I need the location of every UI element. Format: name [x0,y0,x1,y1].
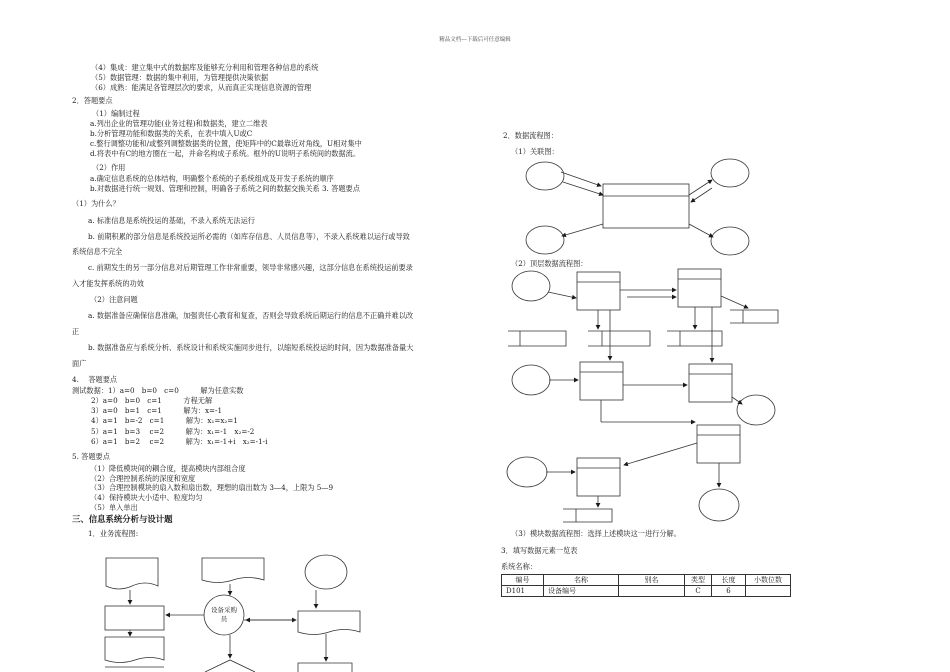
document-shape [298,611,360,635]
process-box [678,269,721,307]
process-box [298,663,352,672]
process-box [577,458,620,496]
flow-arrow [624,443,697,465]
text-line: 测试数据：1）a=0 b=0 c=0 解为任意实数 [72,386,244,395]
text-line: （2）注意问题 [90,295,138,304]
text-line: 系统名称： [501,562,537,571]
external-entity [526,226,564,254]
table-cell: 6 [712,586,746,597]
text-line: （5）单入单出 [90,503,138,512]
text-line: a.确定信息系统的总体结构，明确整个系统的子系统组成及开发子系统的顺序 [90,174,334,183]
text-line: d.将表中有C的地方圈在一起，并命名构成子系统。框外的U说明子系统间的数据流。 [90,149,361,158]
text-line: c. 前期发生的另一部分信息对后期管理工作非常重要，领导非常感兴趣，这部分信息在系统投运前要录 [88,263,413,272]
table-cell: 设备编号 [544,586,619,597]
table-header-cell: 名称 [544,575,619,586]
flow-arrow [689,224,713,237]
text-line: 5. 答题要点 [72,452,110,461]
data-store [508,331,566,346]
text-line: （2）顶层数据流程图： [511,259,588,268]
table-header-cell: 小数位数 [746,575,791,586]
text-line: b. 前期积累的部分信息是系统投运所必需的（如库存信息、人员信息等），不录入系统难以运行或导致 [88,232,410,241]
process-box [580,362,623,400]
external-entity [512,365,550,395]
external-entity [526,162,564,190]
context-diagram [526,159,749,255]
text-line: b. 数据准备应与系统分析、系统设计和系统实施同步进行，以缩短系统投运的时间，因为数据准备量大 [88,343,414,352]
text-line: （1）降低模块间的耦合度，提高模块内部组合度 [90,464,246,473]
text-line: 3）a=0 b=1 c=1 解为：x=-1 [91,406,223,415]
flow-arrow [689,180,712,195]
text-line: （3）合理控制模块的扇入数和扇出数，理想的扇出数为 3—4，上限为 5—9 [90,483,334,492]
data-store [730,310,778,323]
document-shape [106,558,158,589]
process-box [603,184,689,228]
text-line: 2）a=0 b=0 c=1 方程无解 [91,396,213,405]
flow-arrow [548,292,576,298]
text-line: a. 标准信息是系统投运的基础，不录入系统无法运行 [88,216,255,225]
document-shape [105,637,164,663]
text-line: 2．数据流程图： [503,131,558,140]
top-level-dfd [507,269,778,522]
process-box [697,425,740,463]
text-line: 6）a=1 b=2 c=2 解为：x₁=-1+i x₂=-1-i [91,437,268,446]
text-line: （6）成熟：能满足各管理层次的要求，从而真正实现信息资源的管理 [91,83,312,92]
text-line: c.整行调整功能和/或整列调整数据类的位置，使矩阵中的C最靠近对角线，U相对集中 [90,139,362,148]
decision-shape [205,660,255,672]
text-line: 5）a=1 b=3 c=2 解为：x₁=-1 x₂=-2 [91,427,255,436]
document-shape [202,558,264,583]
section-heading: 三、信息系统分析与设计题 [72,514,173,524]
flow-node-label: 设备采购员 [211,606,237,623]
data-store [588,331,650,346]
table-header-cell: 长度 [712,575,746,586]
text-line: 2．答题要点 [72,96,113,105]
text-line: 4. 答题要点 [72,375,118,384]
text-line: 正 [72,327,80,336]
text-line: （4）集成：建立集中式的数据库及能够充分利用和管理各种信息的系统 [91,63,319,72]
flow-arrow [561,172,601,186]
external-entity [737,395,775,425]
flow-arrow [562,224,603,236]
table-header-cell: 别名 [619,575,685,586]
external-entity [711,227,749,255]
external-entity [711,159,749,187]
external-entity [512,271,550,301]
external-entity [305,555,347,589]
flow-arrow [732,397,742,404]
table-cell: C [685,586,712,597]
text-line: 1．业务流程图: [88,529,139,538]
text-line: 入才能发挥系统的功效 [72,279,144,288]
external-entity [699,489,739,521]
process-box [577,272,620,310]
text-line: 3．填写数据元素一览表 [501,546,578,555]
table-cell: D101 [502,586,544,597]
text-line: （1）编制过程 [92,109,140,118]
text-line: 系统信息不完全 [72,247,123,256]
text-line: （5）数据管理：数据的集中利用，为管理提供决策依据 [91,73,269,82]
table-header-cell: 类型 [685,575,712,586]
text-line: a.列出企业的管理功能(业务过程)和数据类，建立二维表 [90,119,268,128]
text-line: b.分析管理功能和数据类的关系，在表中填入U或C [90,129,253,138]
text-line: （2）作用 [92,163,126,172]
data-store [563,509,612,522]
page-header: 精品文档---下载后可任意编辑 [439,37,511,43]
text-line: （1）关联图： [511,147,559,156]
flow-arrow [563,182,603,195]
flow-arrow [721,296,748,308]
flow-arrow [691,188,712,202]
process-box [105,606,164,630]
text-line: b.对数据进行统一规划、管理和控制，明确各子系统之间的数据交换关系 3. 答题要点 [90,184,360,193]
text-line: （3）模块数据流程图：选择上述模块这一进行分解。 [511,529,681,538]
text-line: （1）为什么？ [72,199,120,208]
external-entity [507,457,547,487]
text-line: （4）保持模块大小适中、粒度均匀 [90,493,203,502]
text-line: a. 数据准备应确保信息准确，加强责任心教育和复查，否则会导致系统后期运行的信息不正确并难以改 [88,311,414,320]
text-line: 面广 [72,359,87,368]
process-box [689,364,732,402]
text-line: （2）合理控制系统的深度和宽度 [90,474,196,483]
table-header-cell: 编号 [502,575,544,586]
data-store [667,331,722,346]
text-line: 4）a=1 b=-2 c=1 解为：x₁=x₂=1 [91,416,238,425]
